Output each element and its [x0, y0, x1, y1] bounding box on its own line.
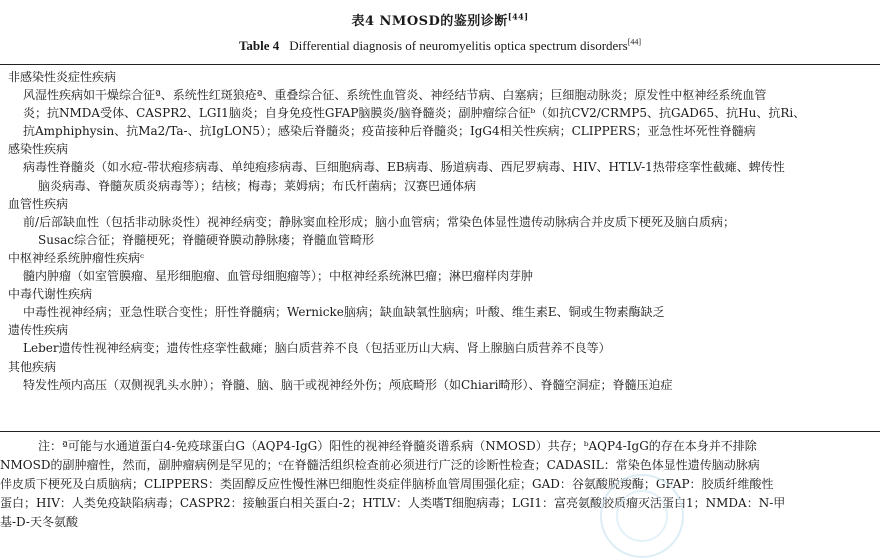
table-notes: [0, 437, 880, 532]
category-row: 血管性疾病: [8, 196, 69, 211]
table-body: [0, 68, 880, 394]
detail-row: Susac综合征；脊髓梗死；脊髓硬脊膜动静脉瘘；脊髓血管畸形: [38, 232, 374, 247]
detail-row: 髓内肿瘤（如室管膜瘤、星形细胞瘤、血管母细胞瘤等）；中枢神经系统淋巴瘤；淋巴瘤样肉芽肿: [23, 269, 534, 284]
table-title-chinese-text: 表4 NMOSD的鉴别诊断: [351, 14, 508, 29]
note-line: 基-D-天冬氨酸: [0, 515, 78, 529]
detail-row: 中毒性视神经病；亚急性联合变性；肝性脊髓病；Wernicke脑病；缺血缺氧性脑病；叶酸、维生素E、铜或生物素酶缺乏: [23, 305, 665, 320]
note-line: 蛋白；HIV：人类免疫缺陷病毒；CASPR2：接触蛋白相关蛋白-2；HTLV：人类嗜T细胞病毒；LGI1：富亮氨酸胶质瘤灭活蛋白1；NMDA：N-甲: [0, 496, 786, 510]
detail-row: 病毒性脊髓炎（如水痘-带状疱疹病毒、单纯疱疹病毒、巨细胞病毒、EB病毒、肠道病毒、西尼罗病毒、HIV、HTLV-1热带痉挛性截瘫、蜱传性: [23, 160, 785, 175]
title-en-reference: [44]: [627, 37, 642, 47]
note-line: NMOSD的副肿瘤性，然而，副肿瘤病例是罕见的；ᶜ在脊髓活组织检查前必须进行广泛的诊断性检查；CADASIL：常染色体显性遗传脑动脉病: [0, 458, 760, 472]
table-label: Table 4: [238, 38, 280, 53]
category-row: 中枢神经系统肿瘤性疾病ᶜ: [8, 250, 145, 265]
detail-row: 炎；抗NMDA受体、CASPR2、LGI1脑炎；自身免疫性GFAP脑膜炎/脑脊髓炎；副肿瘤综合征ᵇ（如抗CV2/CRMP5、抗GAD65、抗Hu、抗Ri、: [23, 106, 806, 121]
note-line: 伴皮质下梗死及白质脑病；CLIPPERS：类固醇反应性慢性淋巴细胞性炎症伴脑桥血管周围强化症；GAD：谷氨酸脱羧酶；GFAP：胶质纤维酸性: [0, 477, 774, 491]
table-title-chinese: [0, 10, 880, 29]
title-cn-reference: [44]: [507, 11, 529, 22]
category-row: 中毒代谢性疾病: [8, 287, 93, 302]
detail-row: 风湿性疾病如干燥综合征ª、系统性红斑狼疮ª、重叠综合征、系统性血管炎、神经结节病、白塞病；巨细胞动脉炎；原发性中枢神经系统血管: [23, 88, 767, 103]
category-row: 其他疾病: [8, 359, 57, 374]
table-title-english: [0, 38, 880, 54]
table-top-rule: [0, 64, 880, 65]
table-bottom-rule: [0, 431, 880, 432]
detail-row: 特发性颅内高压（双侧视乳头水肿）；脊髓、脑、脑干或视神经外伤；颅底畸形（如Chiari畸形）、脊髓空洞症；脊髓压迫症: [23, 377, 673, 392]
detail-row: 抗Amphiphysin、抗Ma2/Ta-、抗IgLON5）；感染后脊髓炎；疫苗接种后脊髓炎；IgG4相关性疾病；CLIPPERS；亚急性坏死性脊髓病: [23, 124, 756, 139]
detail-row: 脑炎病毒、脊髓灰质炎病毒等）；结核；梅毒；莱姆病；布氏杆菌病；汉赛巴通体病: [38, 178, 477, 193]
category-row: 非感染性炎症性疾病: [8, 70, 117, 84]
category-row: 遗传性疾病: [8, 323, 69, 338]
detail-row: 前/后部缺血性（包括非动脉炎性）视神经病变；静脉窦血栓形成；脑小血管病；常染色体显性遗传动脉病合并皮质下梗死及脑白质病；: [23, 214, 736, 229]
category-row: 感染性疾病: [8, 142, 69, 157]
table-title-english-text: Differential diagnosis of neuromyelitis optica spectrum disorders: [289, 38, 628, 53]
note-line: 注：ª可能与水通道蛋白4-免疫球蛋白G（AQP4-IgG）阳性的视神经脊髓炎谱系病（NMOSD）共存；ᵇAQP4-IgG的存在本身并不排除: [38, 439, 757, 453]
detail-row: Leber遗传性视神经病变；遗传性痉挛性截瘫；脑白质营养不良（包括亚历山大病、肾上腺脑白质营养不良等）: [23, 341, 611, 356]
